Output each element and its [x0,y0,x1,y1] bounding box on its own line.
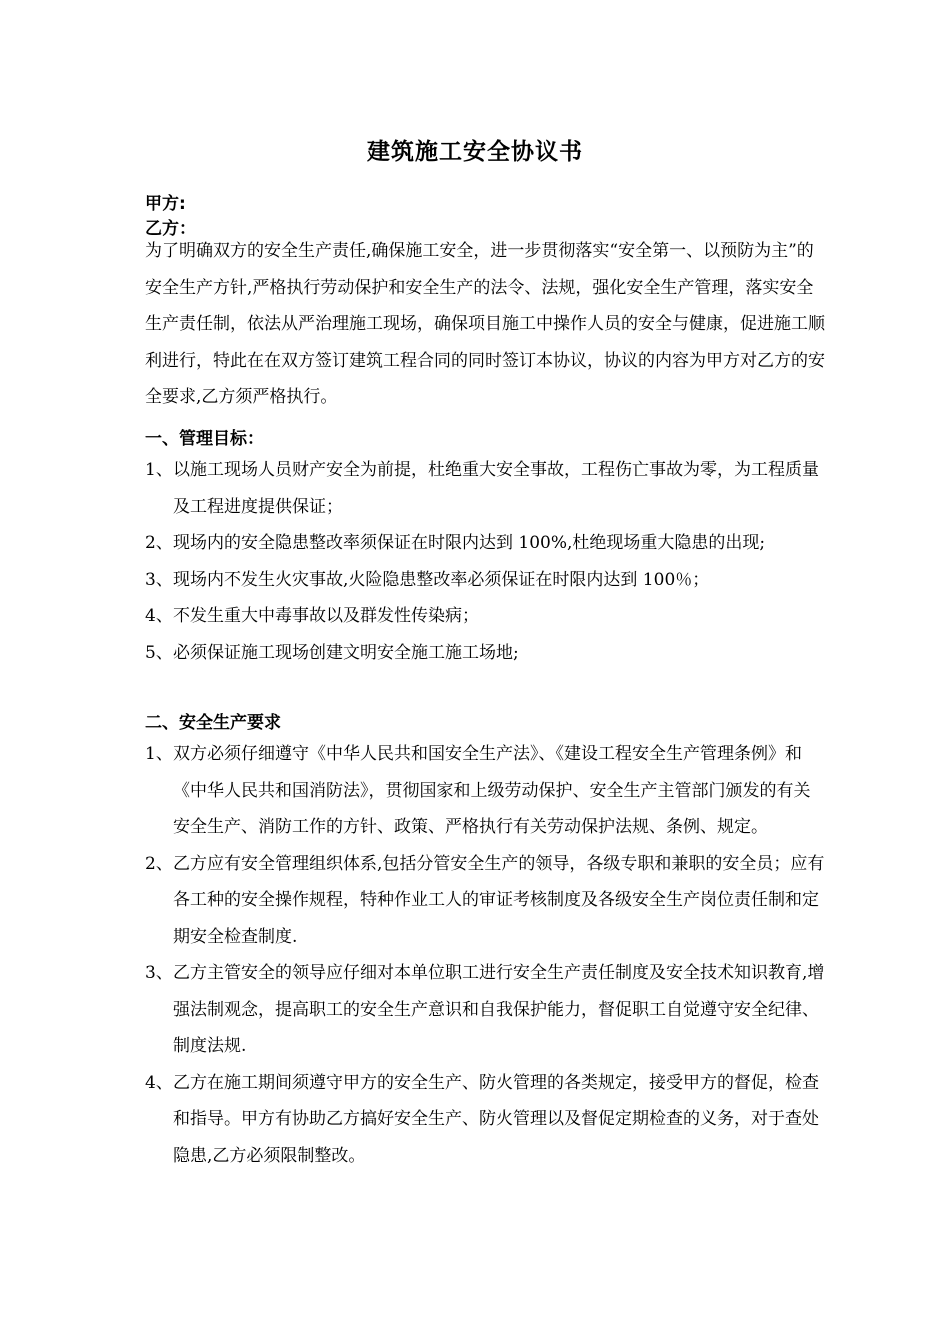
item-text: 双方必须仔细遵守《中华人民共和国安全生产法》、《建设工程安全生产管理条例》和《中华人民共和国消防法》，贯彻国家和上级劳动保护、安全生产主管部门颁发的有关安全生产、消防工作的方针、政策、严格执行有关劳动保护法规、条例、规定。 [173,744,811,837]
list-item [145,598,825,635]
item-number: 2、 [145,533,173,553]
item-number: 4、 [145,606,173,626]
intro-paragraph: 为了明确双方的安全生产责任,确保施工安全，进一步贯彻落实“安全第一、以预防为主”的 安全生产方针,严格执行劳动保护和安全生产的法令、法规，强化安全生产管理，落实安全生产责任制，依法从严治理施工现场，确保项目施工中操作人员的安全与健康，促进施工顺利进行，特此在在双方签订建筑工程合同的同时签订本协议，协议的内容为甲方对乙方的安全要求,乙方须严格执行。 [145,241,825,407]
list-item [145,525,825,562]
party-b-label: 乙方： [145,219,196,239]
item-text: 不发生重大中毒事故以及群发性传染病； [173,606,479,626]
list-item [145,562,825,599]
item-number: 1、 [145,460,173,480]
item-text: 乙方应有安全管理组织体系,包括分管安全生产的领导，各级专职和兼职的安全员；应有各工种的安全操作规程，特种作业工人的审证考核制度及各级安全生产岗位责任制和定期安全检查制度. [173,853,825,947]
item-number: 4、 [145,1072,173,1093]
safety-requirements-list [145,736,825,1174]
item-number: 2、 [145,853,173,874]
list-item [145,846,825,956]
list-item [145,452,825,525]
item-number: 1、 [145,744,173,764]
item-text: 以施工现场人员财产安全为前提，杜绝重大安全事故，工程伤亡事故为零，为工程质量及工程进度提供保证； [173,460,819,517]
item-text: 乙方主管安全的领导应仔细对本单位职工进行安全生产责任制度及安全技术知识教育,增强法制观念，提高职工的安全生产意识和自我保护能力，督促职工自觉遵守安全纪律、制度法规. [173,963,825,1056]
list-item [145,736,825,846]
item-number: 3、 [145,963,173,983]
list-item [145,635,825,672]
party-a-label: 甲方: [145,194,186,214]
item-number: 5、 [145,642,173,663]
list-item [145,1065,825,1175]
list-item [145,955,825,1065]
item-text: 现场内的安全隐患整改率须保证在时限内达到 100%,杜绝现场重大隐患的出现; [173,533,766,553]
item-text: 现场内不发生火灾事故,火险隐患整改率必须保证在时限内达到 100％； [173,569,710,590]
section-heading-safety-requirements: 二、安全生产要求 [145,713,281,733]
item-text: 必须保证施工现场创建文明安全施工施工场地; [173,642,519,663]
document-title: 建筑施工安全协议书 [367,139,583,165]
section-heading-management-goals: 一、管理目标： [145,429,264,449]
item-text: 乙方在施工期间须遵守甲方的安全生产、防火管理的各类规定，接受甲方的督促，检查和指导。甲方有协助乙方搞好安全生产、防火管理以及督促定期检查的义务，对于查处隐患,乙方必须限制整改。 [173,1072,819,1166]
management-goals-list [145,452,825,671]
item-number: 3、 [145,569,173,590]
